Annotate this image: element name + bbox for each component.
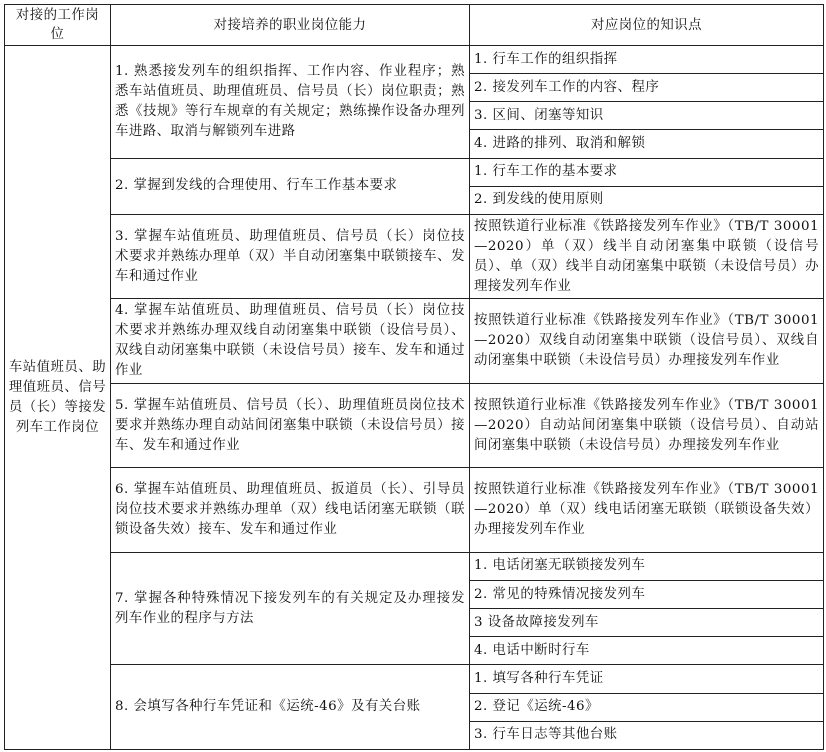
capability-cell: 3. 掌握车站值班员、助理值班员、信号员（长）岗位技术要求并熟练办理单（双）半自动闭塞集中联锁接车、发车和通过作业 xyxy=(111,214,470,298)
capability-cell: 2. 掌握到发线的合理使用、行车工作基本要求 xyxy=(111,158,470,214)
knowledge-cell: 1. 电话闭塞无联锁接发列车 xyxy=(470,552,824,580)
header-capability: 对接培养的职业岗位能力 xyxy=(111,5,470,46)
knowledge-cell: 2. 接发列车工作的内容、程序 xyxy=(470,74,824,102)
knowledge-cell: 3. 区间、闭塞等知识 xyxy=(470,102,824,130)
knowledge-cell: 3 设备故障接发列车 xyxy=(470,609,824,637)
knowledge-cell: 2. 到发线的使用原则 xyxy=(470,186,824,214)
capability-cell: 7. 掌握各种特殊情况下接发列车的有关规定及办理接发列车作业的程序与方法 xyxy=(111,552,470,665)
knowledge-cell: 按照铁道行业标准《铁路接发列车作业》（TB/T 30001—2020）自动站间闭塞集中联锁（设信号员）、自动站间闭塞集中联锁（未设信号员）办理接发列车作业 xyxy=(470,383,824,467)
knowledge-cell: 2. 登记《运统-46》 xyxy=(470,693,824,721)
header-row xyxy=(5,5,824,46)
knowledge-cell: 按照铁道行业标准《铁路接发列车作业》（TB/T 30001—2020）单（双）线电话闭塞无联锁（联锁设备失效）办理接发列车作业 xyxy=(470,468,824,552)
knowledge-cell: 1. 行车工作的组织指挥 xyxy=(470,46,824,74)
table-row xyxy=(5,214,824,298)
capability-cell: 4. 掌握车站值班员、助理值班员、信号员（长）岗位技术要求并熟练办理双线自动闭塞集中联锁（设信号员）、双线自动闭塞集中联锁（未设信号员）接车、发车和通过作业 xyxy=(111,299,470,383)
table-row xyxy=(5,383,824,467)
table-row xyxy=(5,552,824,580)
knowledge-cell: 4. 电话中断时行车 xyxy=(470,637,824,665)
table-row xyxy=(5,46,824,74)
capability-cell: 1. 熟悉接发列车的组织指挥、工作内容、作业程序；熟悉车站值班员、助理值班员、信号员（长）岗位职责；熟悉《技规》等行车规章的有关规定；熟练操作设备办理列车进路、取消与解锁列车进路 xyxy=(111,46,470,159)
table-row xyxy=(5,299,824,383)
knowledge-cell: 按照铁道行业标准《铁路接发列车作业》（TB/T 30001—2020）单（双）线半自动闭塞集中联锁（设信号员）、单（双）线半自动闭塞集中联锁（未设信号员）办理接发列车作业 xyxy=(470,214,824,298)
capability-cell: 6. 掌握车站值班员、助理值班员、扳道员（长）、引导员岗位技术要求并熟练办理单（双）线电话闭塞无联锁（联锁设备失效）接车、发车和通过作业 xyxy=(111,468,470,552)
position-cell: 车站值班员、助理值班员、信号员（长）等接发列车工作岗位 xyxy=(5,46,111,750)
knowledge-cell: 1. 行车工作的基本要求 xyxy=(470,158,824,186)
header-position: 对接的工作岗位 xyxy=(5,5,111,46)
capability-cell: 8. 会填写各种行车凭证和《运统-46》及有关台账 xyxy=(111,665,470,750)
curriculum-table xyxy=(4,4,824,750)
knowledge-cell: 3. 行车日志等其他台账 xyxy=(470,721,824,749)
header-knowledge: 对应岗位的知识点 xyxy=(470,5,824,46)
knowledge-cell: 按照铁道行业标准《铁路接发列车作业》（TB/T 30001—2020）双线自动闭塞集中联锁（设信号员）、双线自动闭塞集中联锁（未设信号员）办理接发列车作业 xyxy=(470,299,824,383)
table-row xyxy=(5,158,824,186)
table-row xyxy=(5,468,824,552)
capability-cell: 5. 掌握车站值班员、信号员（长）、助理值班员岗位技术要求并熟练办理自动站间闭塞集中联锁（未设信号员）接车、发车和通过作业 xyxy=(111,383,470,467)
knowledge-cell: 2. 常见的特殊情况接发列车 xyxy=(470,580,824,608)
table-row xyxy=(5,665,824,693)
knowledge-cell: 1. 填写各种行车凭证 xyxy=(470,665,824,693)
knowledge-cell: 4. 进路的排列、取消和解锁 xyxy=(470,130,824,158)
